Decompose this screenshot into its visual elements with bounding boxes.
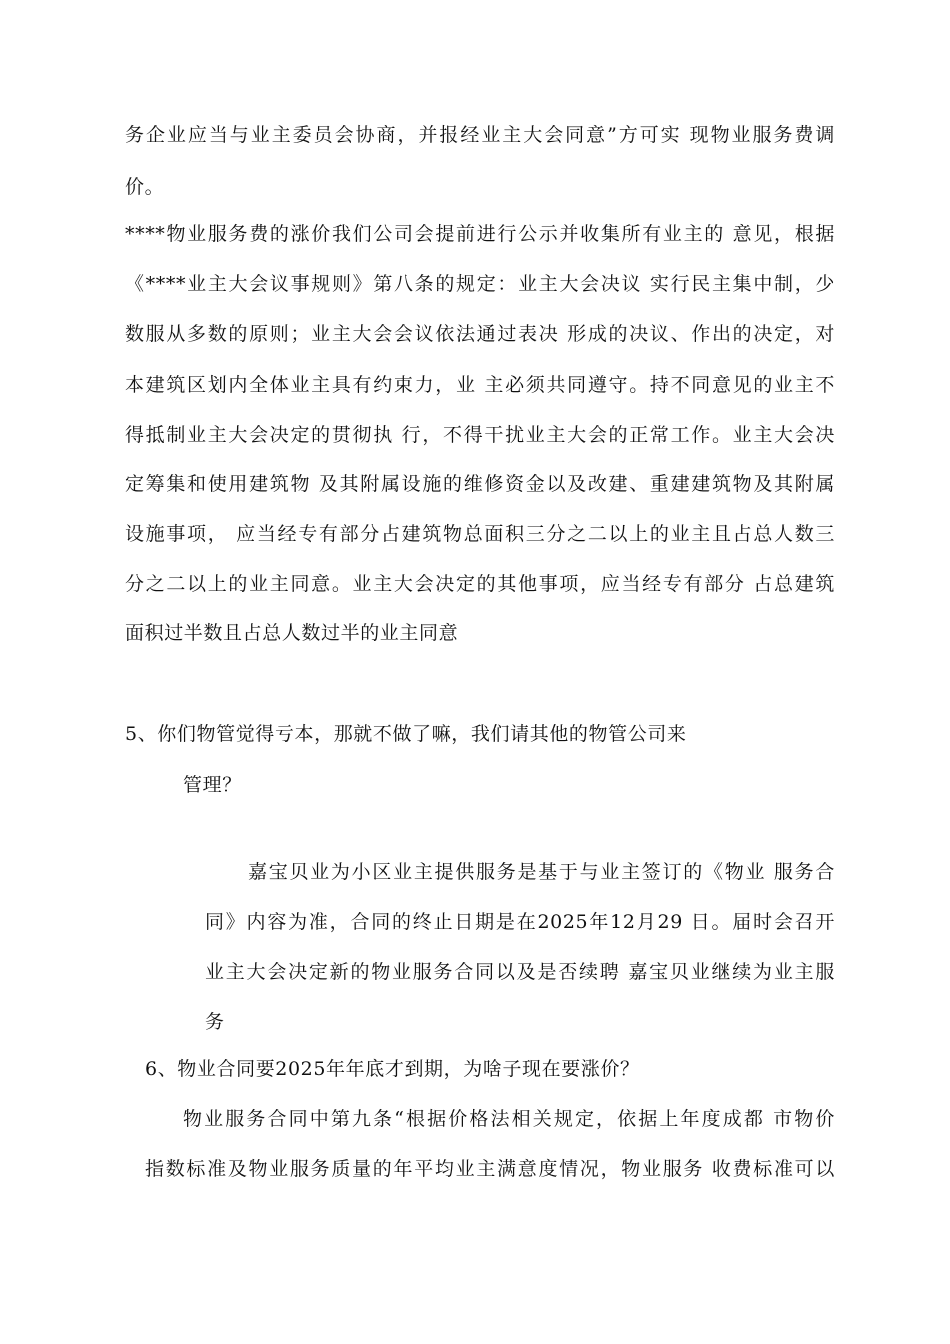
paragraph-2-line-2: 《****业主大会议事规则》第八条的规定：业主大会决议 实行民主集中制，少 <box>125 273 835 295</box>
paragraph-2-line-3: 数服从多数的原则；业主大会会议依法通过表决 形成的决议、作出的决定，对 <box>125 323 835 345</box>
paragraph-2-line-7: 设施事项， 应当经专有部分占建筑物总面积三分之二以上的业主且占总人数三 <box>125 523 835 545</box>
answer-5-line-4: 务 <box>205 1011 225 1033</box>
question-5-line-2: 管理？ <box>183 774 242 796</box>
answer-6-line-2: 指数标准及物业服务质量的年平均业主满意度情况，物业服务 收费标准可以 <box>145 1158 835 1180</box>
paragraph-1-line-1: 务企业应当与业主委员会协商，并报经业主大会同意”方可实 现物业服务费调 <box>125 124 835 146</box>
answer-6-line-1: 物业服务合同中第九条“根据价格法相关规定，依据上年度成都 市物价 <box>183 1108 835 1130</box>
answer-5-line-1: 嘉宝贝业为小区业主提供服务是基于与业主签订的《物业 服务合 <box>248 861 835 883</box>
paragraph-2-line-9: 面积过半数且占总人数过半的业主同意 <box>125 622 459 644</box>
question-5-line-1: 5、你们物管觉得亏本，那就不做了嘛，我们请其他的物管公司来 <box>125 723 687 745</box>
answer-5-line-3: 业主大会决定新的物业服务合同以及是否续聘 嘉宝贝业继续为业主服 <box>205 961 835 983</box>
paragraph-2-line-1: ****物业服务费的涨价我们公司会提前进行公示并收集所有业主的 意见，根据 <box>125 223 835 245</box>
paragraph-2-line-5: 得抵制业主大会决定的贯彻执 行，不得干扰业主大会的正常工作。业主大会决 <box>125 424 835 446</box>
answer-5-line-2: 同》内容为准，合同的终止日期是在2025年12月29 日。届时会召开 <box>205 911 835 933</box>
paragraph-2-line-6: 定筹集和使用建筑物 及其附属设施的维修资金以及改建、重建建筑物及其附属 <box>125 473 835 495</box>
paragraph-2-line-8: 分之二以上的业主同意。业主大会决定的其他事项，应当经专有部分 占总建筑 <box>125 573 835 595</box>
paragraph-1-line-2: 价。 <box>125 176 165 198</box>
question-6: 6、物业合同要2025年年底才到期，为啥子现在要涨价？ <box>145 1058 640 1080</box>
paragraph-2-line-4: 本建筑区划内全体业主具有约束力，业 主必须共同遵守。持不同意见的业主不 <box>125 374 835 396</box>
